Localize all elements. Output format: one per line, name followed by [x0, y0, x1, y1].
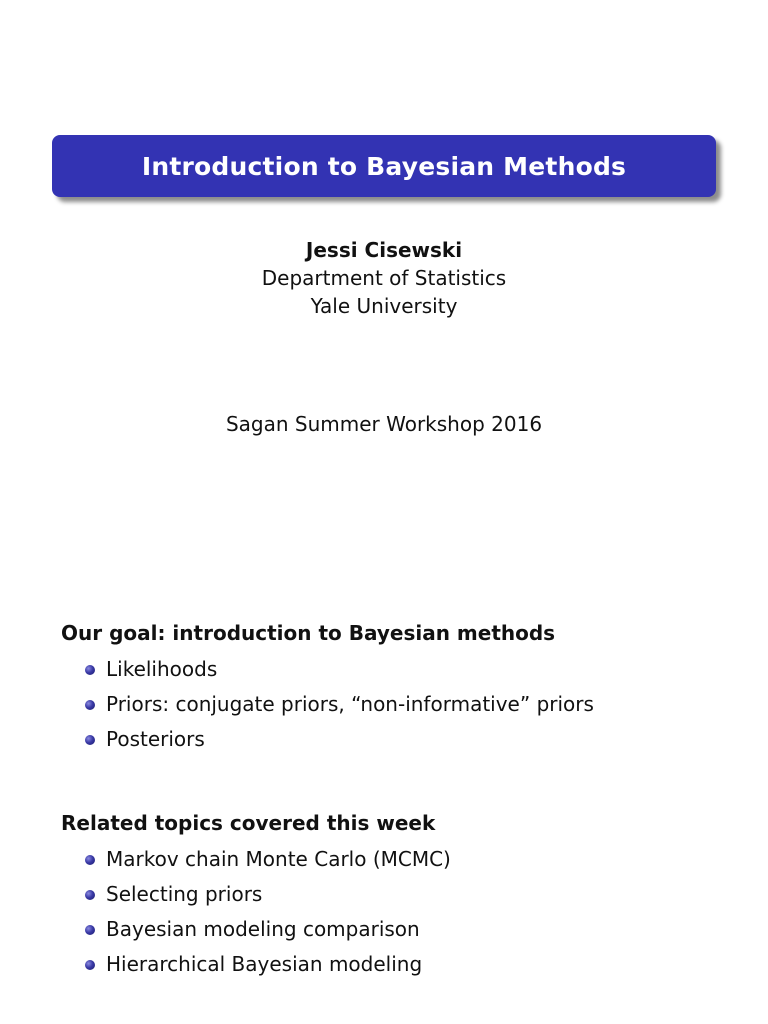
bullet-icon: [85, 735, 95, 745]
author-department: Department of Statistics: [261, 266, 507, 290]
list-item: [61, 950, 451, 985]
goal-section: [61, 619, 594, 760]
author-name: Jessi Cisewski: [305, 238, 463, 262]
goal-list: [61, 655, 594, 760]
list-item-label: Posteriors: [106, 727, 205, 751]
page-title: Introduction to Bayesian Methods: [141, 151, 627, 181]
goal-heading: Our goal: introduction to Bayesian methods: [61, 621, 556, 645]
list-item-label: Hierarchical Bayesian modeling: [106, 952, 423, 976]
related-heading: Related topics covered this week: [61, 811, 436, 835]
author-university: Yale University: [310, 294, 458, 318]
list-item: [61, 725, 594, 760]
author-block: [0, 236, 768, 320]
related-section: [61, 809, 451, 985]
list-item: [61, 915, 451, 950]
bullet-icon: [85, 960, 95, 970]
bullet-icon: [85, 665, 95, 675]
list-item: [61, 655, 594, 690]
list-item-label: Priors: conjugate priors, “non-informative” priors: [106, 692, 594, 716]
list-item: [61, 880, 451, 915]
list-item: [61, 690, 594, 725]
bullet-icon: [85, 855, 95, 865]
list-item-label: Bayesian modeling comparison: [106, 917, 420, 941]
related-list: [61, 845, 451, 985]
list-item: [61, 845, 451, 880]
list-item-label: Likelihoods: [106, 657, 218, 681]
bullet-icon: [85, 890, 95, 900]
bullet-icon: [85, 700, 95, 710]
title-banner: [52, 135, 716, 197]
list-item-label: Markov chain Monte Carlo (MCMC): [106, 847, 451, 871]
bullet-icon: [85, 925, 95, 935]
list-item-label: Selecting priors: [106, 882, 263, 906]
event-name: Sagan Summer Workshop 2016: [225, 412, 543, 436]
